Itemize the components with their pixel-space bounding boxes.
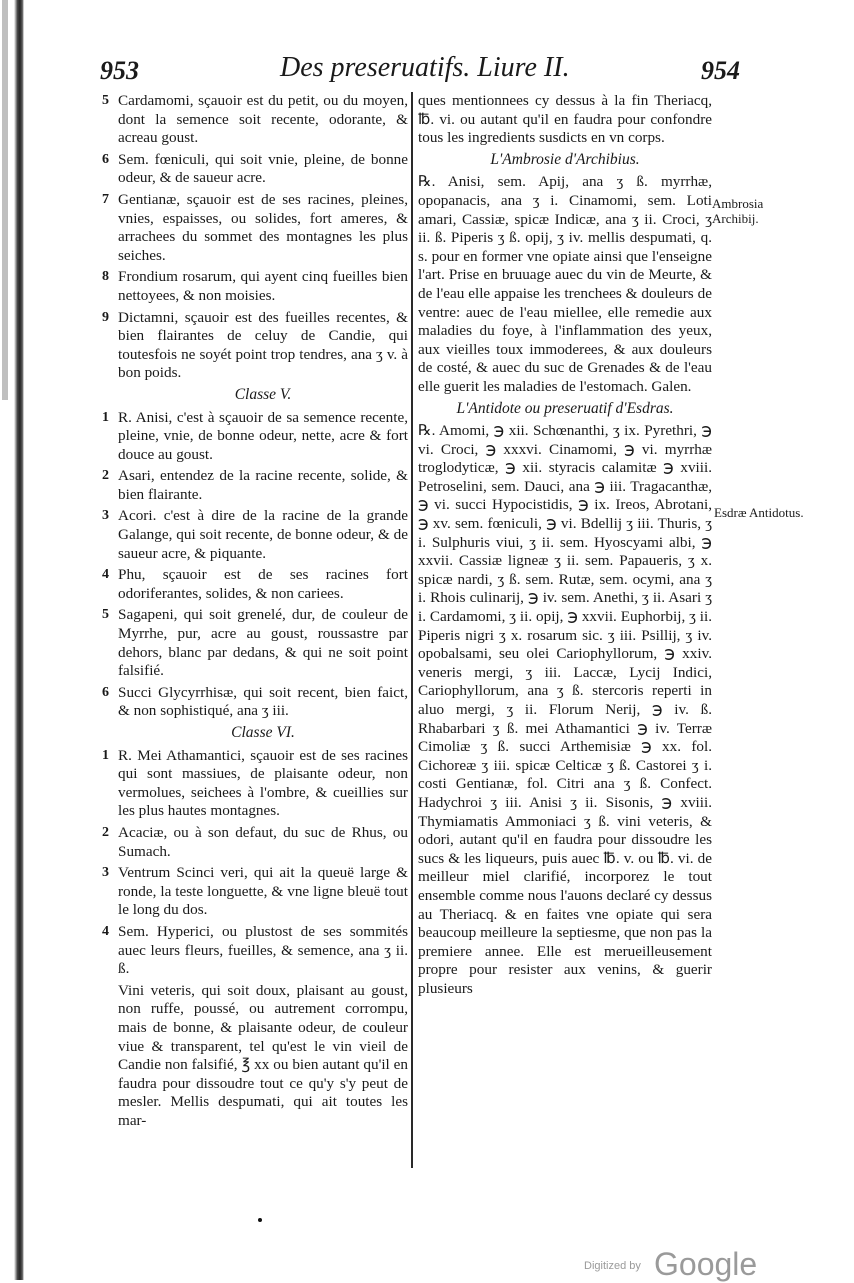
list-item — [102, 507, 408, 563]
item-number: 2 — [102, 468, 109, 484]
digitization-watermark — [584, 1246, 784, 1280]
list-item — [102, 566, 408, 603]
list-item — [102, 864, 408, 920]
list-item — [102, 308, 408, 383]
antidote-heading: L'Antidote ou preseruatif d'Esdras. — [456, 399, 674, 417]
item-text: R. Mei Athamantici, sçauoir est de ses racines qui sont massiues, de plaisante odeur, non vermolues, seichees à l'ombre, & cueillies sur les plus hautes montagnes. — [118, 746, 408, 820]
digitized-by-label: Digitized by — [584, 1260, 641, 1272]
item-number: 1 — [102, 747, 109, 763]
classe-vi-entries — [102, 746, 408, 979]
item-number: 4 — [102, 923, 109, 939]
antidote-recipe: ℞. Amomi, ℈ xii. Schœnanthi, ʒ ix. Pyrethri, ℈ vi. Croci, ℈ xxxvi. Cinamomi, ℈ vi. myrrhæ troglodyticæ, ℈ xii. styracis calamitæ ℈ xviii. Petroselini, sem. Dauci, ana ℈ iii. Tragacanthæ, ℈ vi. succi Hypocistidis, ℈ ix. Ireos, Abrotani, ℈ xv. sem. fœniculi, ℈ vi. Bdellij ʒ iii. Thuris, ʒ i. Sulphuris viui, ʒ ii. sem. Hyoscyami albi, ℈ xxvii. Cassiæ ligneæ ʒ ii. sem. Papaueris, ʒ x. spicæ nardi, ʒ ß. sem. Rutæ, sem. ocymi, ana ʒ i. Rhois culinarij, ℈ iv. sem. Anethi, ʒ ii. Asari ʒ i. Cardamomi, ʒ ii. opij, ℈ xxvii. Euphorbij, ʒ ii. Piperis nigri ʒ x. rosarum sic. ʒ iii. Psillij, ʒ iv. opobalsami, seu olei Cariophyllorum, ℈ xxiv. veneris mergi, ʒ iii. Laccæ, Lycij Indici, Cariophyllorum, ana ʒ ß. stercoris reperti in aluo mergi, ʒ ii. Florum Nerij, ℈ iv. ß. Rhabarbari ʒ ß. mei Athamantici ℈ iv. Terræ Cimoliæ ʒ ß. succi Arthemisiæ ℈ xx. fol. Cichoreæ ʒ iii. spicæ Celticæ ʒ ß. Castorei ʒ i. costi Gentianæ, fol. Citri ana ʒ ß. Confect. Hadychroi ʒ iii. Anisi ʒ ii. Sisonis, ℈ xviii. Thymiamatis Ammoniaci ʒ ß. vini veteris, & odori, autant qu'il en faudra pour dissoudre les sucs & les liqueurs, puis auec ℔. v. ou ℔. vi. de meilleur miel clarifié, incorporez le tout ensemble comme nous l'auons declaré cy dessus au Theriacq. & en faites vne opiate qui sera beaucoup meilleure la septiesme, que non pas la premiere annee. Elle est merueilleusement propre pour resister aux venins, & guerir plusieurs — [418, 422, 712, 997]
list-item — [102, 190, 408, 265]
classe-v-entries — [102, 408, 408, 722]
column-divider — [411, 92, 413, 1168]
ambrosie-heading: L'Ambrosie d'Archibius. — [490, 150, 640, 168]
item-text: Sem. Hyperici, ou plustost de ses sommités auec leurs fleurs, fueilles, & semence, ana ʒ ii. ß. — [118, 922, 408, 978]
item-number: 4 — [102, 567, 109, 583]
item-number: 7 — [102, 191, 109, 207]
list-item — [102, 92, 408, 148]
page-edge-shadow — [2, 0, 8, 400]
ink-speck — [258, 1218, 262, 1222]
ambrosie-recipe: ℞. Anisi, sem. Apij, ana ʒ ß. myrrhæ, opopanacis, ana ʒ i. Cinamomi, sem. Loti amari, Cassiæ, spicæ Indicæ, ana ʒ ii. Croci, ʒ ii. ß. Piperis ʒ ß. opij, ʒ iv. mellis despumati, q. s. pour en former vne opiate ainsi que l'enseigne l'art. Prise en bruuage auec du vin de Meurte, & de l'eau elle appaise les trenchees & douleurs de ventre: auec de l'eau miellee, elle remedie aux maladies du foye, à l'inflammation des yeux, aux vieilles toux immoderees, & aux douleurs de costé, & auec du suc de Grenades & de l'eau elle guerit les maladies de l'estomach. Galen. — [418, 173, 712, 395]
right-column — [418, 92, 712, 1002]
page-number-right: 954 — [701, 56, 740, 85]
item-text: R. Anisi, c'est à sçauoir de sa semence recente, pleine, vnie, de bonne odeur, nette, acre & fort douce au goust. — [118, 408, 408, 463]
book-binding-shadow — [14, 0, 24, 1280]
item-number: 5 — [102, 93, 109, 108]
left-column — [102, 92, 408, 1133]
classe-iv-entries — [102, 92, 408, 383]
list-item — [102, 408, 408, 465]
page-header — [100, 52, 740, 92]
item-text: Frondium rosarum, qui ayent cinq fueilles bien nettoyees, & non moisies. — [118, 268, 408, 304]
running-title: Des preseruatifs. Liure II. — [280, 52, 570, 83]
google-logo: Google — [654, 1246, 758, 1282]
item-text: Gentianæ, sçauoir est de ses racines, pleines, vnies, espaisses, ou solides, fort ameres, & arrachees du sommet des montagnes les plus seiches. — [118, 190, 408, 264]
margin-note-esdrae: Esdræ Antidotus. — [714, 505, 804, 520]
closing-paragraph: Vini veteris, qui soit doux, plaisant au goust, non ruffe, poussé, ou autrement corrompu, mais de bonne, & plaisante odeur, de couleur viue & transparent, tel qu'est le vin vieil de Candie non falsifié, ℥ xx ou bien autant qu'il en faudra pour dissoudre tout ce qu'y s'y peut de mesler. Mellis despumati, qui ait toutes les mar- — [118, 981, 408, 1129]
classe-vi-heading: Classe VI. — [231, 724, 295, 741]
list-item — [102, 746, 408, 821]
item-text: Sagapeni, qui soit grenelé, dur, de couleur de Myrrhe, pur, acre au goust, roussastre par dehors, blanc par dedans, & qui ne soit point falsifié. — [118, 606, 408, 680]
item-number: 3 — [102, 508, 109, 524]
classe-v-heading: Classe V. — [234, 385, 292, 403]
list-item — [102, 683, 408, 721]
item-text: Acori. c'est à dire de la racine de la grande Galange, qui soit recente, de bonne odeur, & de saueur acre, & piquante. — [118, 507, 408, 562]
item-number: 2 — [102, 824, 109, 840]
item-number: 3 — [102, 865, 109, 881]
item-number: 6 — [102, 151, 109, 167]
item-number: 8 — [102, 269, 109, 285]
item-text: Acaciæ, ou à son defaut, du suc de Rhus, ou Sumach. — [118, 823, 408, 860]
list-item — [102, 922, 408, 979]
list-item — [102, 150, 408, 188]
list-item — [102, 606, 408, 680]
item-number: 5 — [102, 607, 109, 623]
item-text: Dictamni, sçauoir est des fueilles recentes, & bien flairantes de celuy de Candie, qui toutesfois ne soyét point trop tendres, ana ʒ v. à bon poids. — [118, 308, 408, 382]
item-text: Cardamomi, sçauoir est du petit, ou du moyen, dont la semence soit recente, odorante, & acreau goust. — [118, 92, 408, 147]
item-text: Asari, entendez de la racine recente, solide, & bien flairante. — [118, 467, 408, 503]
item-number: 1 — [102, 409, 109, 425]
list-item — [102, 823, 408, 861]
list-item — [102, 467, 408, 504]
page-number-left: 953 — [100, 56, 139, 85]
item-text: Phu, sçauoir est de ses racines fort odoriferantes, solides, & non cariees. — [118, 566, 408, 602]
theriac-continuation: ques mentionnees cy dessus à la fin Theriacq, ℔. vi. ou autant qu'il en faudra pour confondre tous les ingredients susdicts en vn corps. — [418, 92, 712, 147]
item-text: Ventrum Scinci veri, qui ait la queuë large & ronde, la teste longuette, & vne ligne bleuë tout le long du dos. — [118, 864, 408, 919]
margin-note-ambrosia: Ambrosia Archibij. — [712, 196, 764, 226]
list-item — [102, 268, 408, 305]
item-text: Succi Glycyrrhisæ, qui soit recent, bien faict, & non sophistiqué, ana ʒ iii. — [118, 683, 408, 720]
item-text: Sem. fœniculi, qui soit vnie, pleine, de bonne odeur, & de saueur acre. — [118, 150, 408, 187]
item-number: 6 — [102, 684, 109, 700]
item-number: 9 — [102, 309, 109, 325]
